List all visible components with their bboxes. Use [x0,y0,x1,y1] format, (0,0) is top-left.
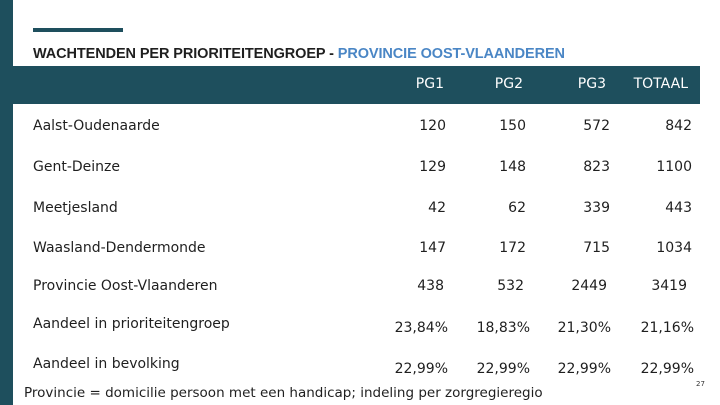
row-label: Provincie Oost-Vlaanderen [33,278,218,294]
table-cell: 23,84% [394,320,448,336]
row-label: Aandeel in bevolking [33,356,180,372]
table-cell: 1034 [656,240,692,256]
table-cell: 438 [417,278,444,294]
table-cell: 823 [583,159,610,175]
title-province: PROVINCIE OOST-VLAANDEREN [337,46,565,62]
table-cell: 532 [497,278,524,294]
table-cell: 120 [419,118,446,134]
table-cell: 443 [665,200,692,216]
table-cell: 22,99% [557,361,611,377]
table-cell: 147 [419,240,446,256]
table-cell: 1100 [656,159,692,175]
table-cell: 842 [665,118,692,134]
row-label: Waasland-Dendermonde [33,240,206,256]
table-cell: 18,83% [476,320,530,336]
title-rule [33,28,123,32]
footnote: Provincie = domicilie persoon met een handicap; indeling per zorgregieregio [24,385,543,401]
table-cell: 22,99% [640,361,694,377]
table-cell: 129 [419,159,446,175]
table-cell: 42 [428,200,446,216]
table-cell: 21,16% [640,320,694,336]
title-main: WACHTENDEN PER PRIORITEITENGROEP [33,46,326,62]
table-cell: 148 [499,159,526,175]
table-cell: 3419 [651,278,687,294]
table-cell: 172 [499,240,526,256]
table-cell: 715 [583,240,610,256]
table-cell: 339 [583,200,610,216]
column-header-pg3: PG3 [577,76,606,92]
row-label: Aalst-Oudenaarde [33,118,160,134]
title-separator: - [325,46,338,62]
table-cell: 572 [583,118,610,134]
table-cell: 150 [499,118,526,134]
column-header-totaal: TOTAAL [633,76,688,92]
column-header-pg2: PG2 [494,76,523,92]
row-label: Meetjesland [33,200,118,216]
row-label: Aandeel in prioriteitengroep [33,316,230,332]
slide-title [33,46,565,62]
table-cell: 22,99% [476,361,530,377]
row-label: Gent-Deinze [33,159,120,175]
table-cell: 21,30% [557,320,611,336]
left-accent-bar [0,0,13,405]
table-cell: 2449 [571,278,607,294]
page-number: 27 [696,380,705,388]
table-cell: 62 [508,200,526,216]
column-header-pg1: PG1 [415,76,444,92]
table-cell: 22,99% [394,361,448,377]
